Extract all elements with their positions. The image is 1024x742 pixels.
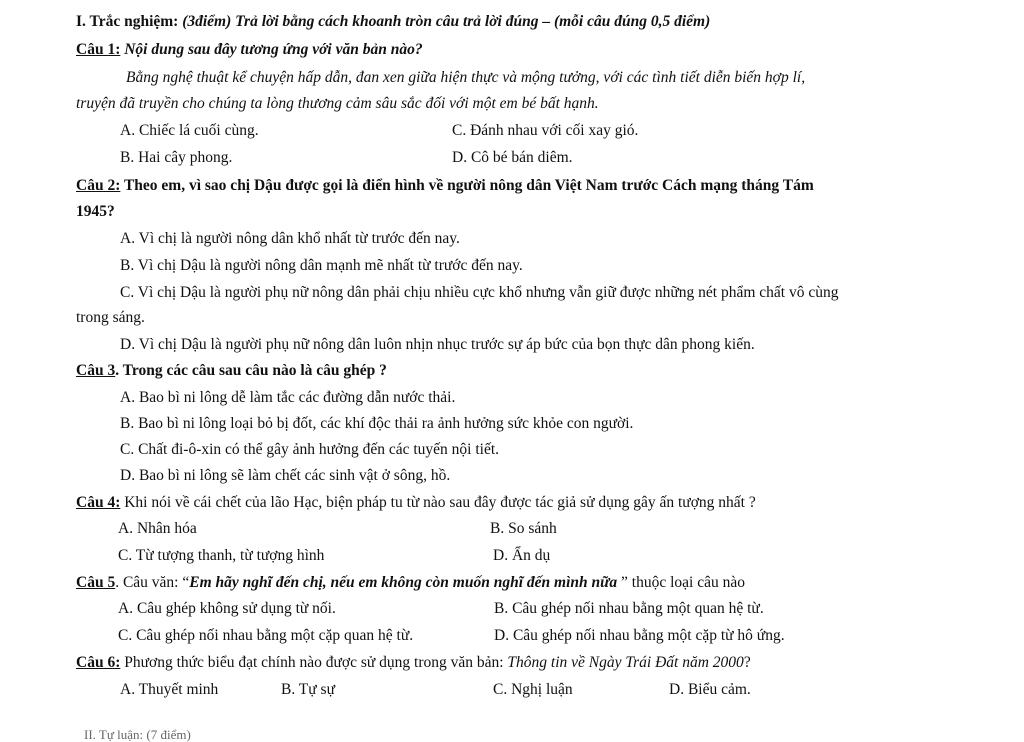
question-3-prompt: . Trong các câu sau câu nào là câu ghép ?	[115, 362, 387, 379]
question-6-option-b[interactable]: B. Tự sự	[281, 681, 335, 698]
question-1-option-c[interactable]: C. Đánh nhau với cối xay gió.	[452, 122, 639, 139]
question-4-option-c[interactable]: C. Từ tượng thanh, từ tượng hình	[118, 547, 325, 564]
question-5-label: Câu 5	[76, 574, 116, 591]
question-1-heading	[76, 40, 423, 60]
question-4-heading	[76, 493, 756, 513]
question-3-option-c[interactable]: C. Chất đi-ô-xin có thể gây ảnh hưởng đến các tuyến nội tiết.	[120, 441, 500, 458]
question-1-option-d[interactable]: D. Cô bé bán diêm.	[452, 149, 573, 166]
question-5-prompt-post: ” thuộc loại câu nào	[617, 574, 745, 591]
question-6-label: Câu 6:	[76, 654, 121, 671]
cut-off-text: II. Tự luận: (7 điểm)	[84, 727, 191, 742]
question-3-option-b[interactable]: B. Bao bì ni lông loại bỏ bị đốt, các khí độc thải ra ảnh hưởng sức khỏe con người.	[120, 415, 634, 432]
question-2-label: Câu 2:	[76, 177, 121, 194]
question-2-heading	[76, 176, 814, 196]
question-5-quote: Em hãy nghĩ đến chị, nếu em không còn muốn nghĩ đến mình nữa	[189, 574, 618, 591]
question-6-prompt-pre: Phương thức biểu đạt chính nào được sử dụng trong văn bản:	[120, 654, 508, 671]
question-1-option-a[interactable]: A. Chiếc lá cuối cùng.	[120, 122, 259, 139]
question-2-prompt-line-1: Theo em, vì sao chị Dậu được gọi là điển hình về người nông dân Việt Nam trước Cách mạng tháng Tám	[123, 177, 814, 194]
question-2-prompt-line-2: 1945?	[76, 203, 115, 220]
question-3-option-d[interactable]: D. Bao bì ni lông sẽ làm chết các sinh vật ở sông, hồ.	[120, 467, 451, 484]
question-5-prompt-pre: . Câu văn: “	[115, 574, 190, 591]
question-2-option-a[interactable]: A. Vì chị là người nông dân khổ nhất từ trước đến nay.	[120, 230, 460, 247]
question-3-option-a[interactable]: A. Bao bì ni lông dễ làm tắc các đường dẫn nước thải.	[120, 389, 456, 406]
question-5-option-a[interactable]: A. Câu ghép không sử dụng từ nối.	[118, 600, 336, 617]
question-5-option-c[interactable]: C. Câu ghép nối nhau bằng một cặp quan hệ từ.	[118, 627, 414, 644]
question-1-label: Câu 1:	[76, 41, 121, 58]
question-6-prompt-post: ?	[743, 654, 751, 671]
question-5-option-d[interactable]: D. Câu ghép nối nhau bằng một cặp từ hô ứng.	[494, 627, 785, 644]
question-2-option-b[interactable]: B. Vì chị Dậu là người nông dân mạnh mẽ nhất từ trước đến nay.	[120, 257, 523, 274]
question-2-option-c[interactable]: C. Vì chị Dậu là người phụ nữ nông dân phải chịu nhiều cực khổ nhưng vẫn giữ được những nét phẩm chất vô cùng	[120, 284, 839, 301]
section-instruction: (3điểm) Trả lời bằng cách khoanh tròn câu trả lời đúng – (mỗi câu đúng 0,5 điểm)	[182, 13, 711, 30]
question-4-prompt: Khi nói về cái chết của lão Hạc, biện pháp tu từ nào sau đây được tác giả sử dụng gây ấn tượng nhất ?	[120, 494, 756, 511]
question-1-passage-line-2: truyện đã truyền cho chúng ta lòng thương cảm sâu sắc đối với một em bé bất hạnh.	[76, 95, 599, 112]
cut-off-next-section	[84, 727, 274, 742]
section-heading	[76, 12, 710, 32]
question-6-option-d[interactable]: D. Biểu cảm.	[669, 681, 751, 698]
question-4-option-d[interactable]: D. Ẩn dụ	[493, 547, 551, 564]
question-1-option-b[interactable]: B. Hai cây phong.	[120, 149, 233, 166]
question-1-prompt: Nội dung sau đây tương ứng với văn bản nào?	[124, 41, 423, 58]
question-4-option-a[interactable]: A. Nhân hóa	[118, 520, 197, 537]
question-3-label: Câu 3	[76, 362, 116, 379]
question-3-heading	[76, 361, 387, 381]
question-6-heading	[76, 653, 751, 673]
question-6-document-title: Thông tin về Ngày Trái Đất năm 2000	[507, 654, 744, 671]
question-4-label: Câu 4:	[76, 494, 121, 511]
question-6-option-c[interactable]: C. Nghị luận	[493, 681, 573, 698]
section-title: I. Trắc nghiệm:	[76, 13, 179, 30]
question-5-option-b[interactable]: B. Câu ghép nối nhau bằng một quan hệ từ.	[494, 600, 764, 617]
question-5-heading	[76, 573, 745, 593]
question-2-option-d[interactable]: D. Vì chị Dậu là người phụ nữ nông dân luôn nhịn nhục trước sự áp bức của bọn thực dân phong kiến.	[120, 336, 755, 353]
question-1-passage-line-1: Bằng nghệ thuật kể chuyện hấp dẫn, đan xen giữa hiện thực và mộng tưởng, với các tình tiết diễn biến hợp lí,	[126, 69, 806, 86]
question-2-option-c-continued: trong sáng.	[76, 309, 145, 326]
question-4-option-b[interactable]: B. So sánh	[490, 520, 557, 537]
question-6-option-a[interactable]: A. Thuyết minh	[120, 681, 219, 698]
